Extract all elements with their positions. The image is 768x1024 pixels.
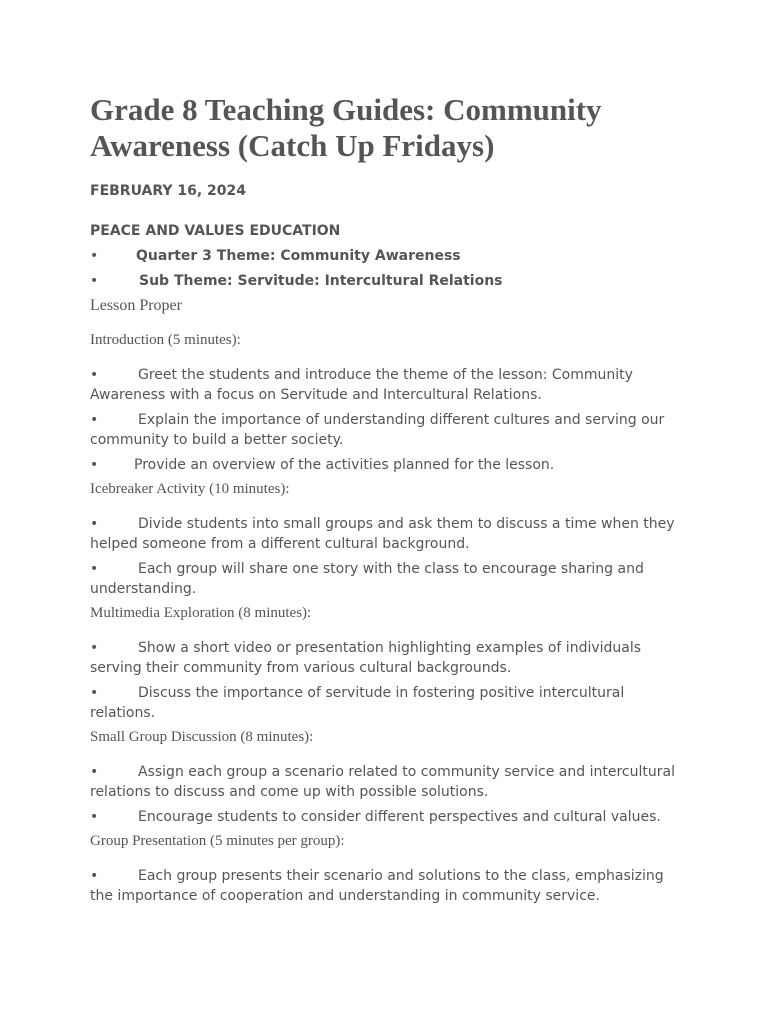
list-item-text: Show a short video or presentation highlighting examples of individuals serving their community from various cultural backgrounds. xyxy=(90,640,642,676)
subject-heading: PEACE AND VALUES EDUCATION xyxy=(90,223,341,239)
document-page xyxy=(90,92,690,911)
bullet-marker: • xyxy=(90,685,99,701)
bullet-marker: • xyxy=(90,764,99,780)
list-item xyxy=(90,807,690,827)
list-item-text: Each group will share one story with the class to encourage sharing and understanding. xyxy=(90,561,644,597)
list-item-text: Each group presents their scenario and solutions to the class, emphasizing the importance of cooperation and understanding in community service. xyxy=(90,868,664,904)
list-item xyxy=(90,365,690,405)
bullet-list xyxy=(90,866,690,906)
bullet-marker: • xyxy=(90,248,99,264)
bullet-list xyxy=(90,365,690,475)
list-item-text: Greet the students and introduce the theme of the lesson: Community Awareness with a focus on Servitude and Intercultural Relations. xyxy=(90,367,633,403)
list-item xyxy=(90,762,690,802)
lesson-proper-heading: Lesson Proper xyxy=(90,297,182,314)
list-item-text: Explain the importance of understanding different cultures and serving our community to build a better society. xyxy=(90,412,665,448)
theme-item xyxy=(90,246,690,266)
bullet-marker: • xyxy=(90,457,99,473)
bullet-marker: • xyxy=(90,809,99,825)
section-heading: Group Presentation (5 minutes per group): xyxy=(90,833,345,849)
document-title: Grade 8 Teaching Guides: Community Awareness (Catch Up Fridays) xyxy=(90,92,602,163)
bullet-marker: • xyxy=(90,561,99,577)
bullet-list xyxy=(90,514,690,599)
bullet-list xyxy=(90,762,690,827)
section-heading: Multimedia Exploration (8 minutes): xyxy=(90,605,312,621)
list-item xyxy=(90,866,690,906)
bullet-marker: • xyxy=(90,868,99,884)
list-item xyxy=(90,410,690,450)
bullet-marker: • xyxy=(90,640,99,656)
list-item-text: Divide students into small groups and ask them to discuss a time when they helped someone from a different cultural background. xyxy=(90,516,675,552)
list-item-text: Assign each group a scenario related to community service and intercultural relations to discuss and come up with possible solutions. xyxy=(90,764,675,800)
post-date: FEBRUARY 16, 2024 xyxy=(90,183,247,199)
list-item xyxy=(90,514,690,554)
list-item xyxy=(90,559,690,599)
bullet-marker: • xyxy=(90,367,99,383)
list-item-text: Encourage students to consider different perspectives and cultural values. xyxy=(138,809,661,825)
section-heading: Introduction (5 minutes): xyxy=(90,332,241,348)
theme-text: Quarter 3 Theme: Community Awareness xyxy=(136,248,461,264)
bullet-marker: • xyxy=(90,516,99,532)
section-heading: Icebreaker Activity (10 minutes): xyxy=(90,481,290,497)
bullet-marker: • xyxy=(90,412,99,428)
list-item-text: Provide an overview of the activities planned for the lesson. xyxy=(134,457,555,473)
bullet-marker: • xyxy=(90,273,99,289)
list-item-text: Discuss the importance of servitude in fostering positive intercultural relations. xyxy=(90,685,625,721)
theme-text: Sub Theme: Servitude: Intercultural Relations xyxy=(139,273,503,289)
section-heading: Small Group Discussion (8 minutes): xyxy=(90,729,314,745)
bullet-list xyxy=(90,638,690,723)
list-item xyxy=(90,455,690,475)
list-item xyxy=(90,638,690,678)
theme-item xyxy=(90,271,690,291)
list-item xyxy=(90,683,690,723)
